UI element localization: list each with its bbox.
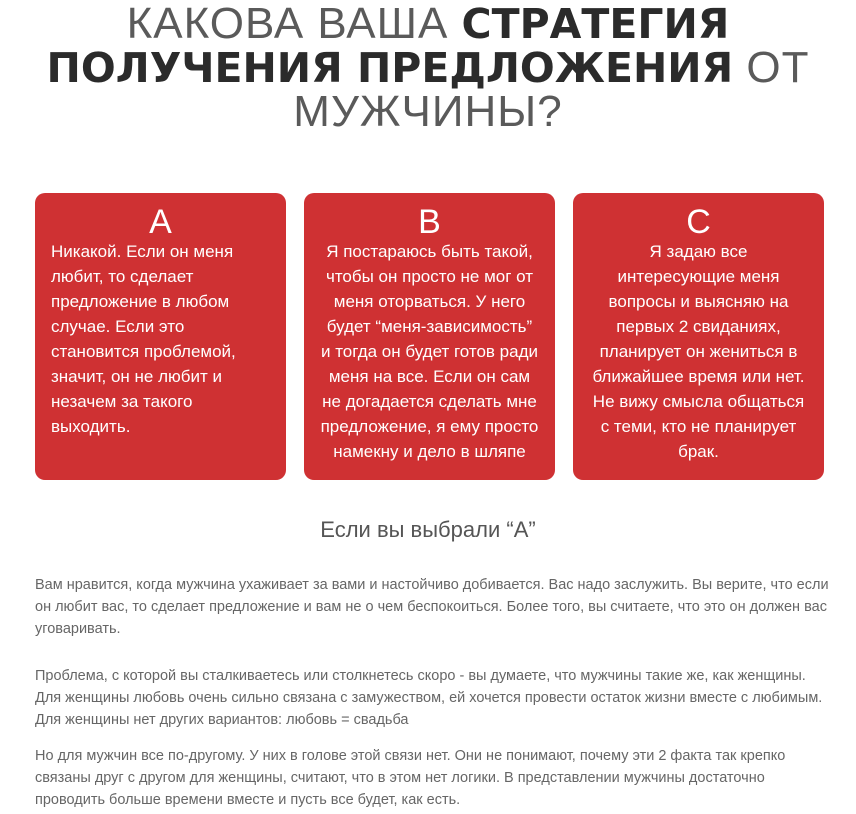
answer-text-c: Я задаю все интересующие меня вопросы и выясняю на первых 2 свиданиях, планирует он жениться в ближайшее время или нет. Не вижу смысла общаться с теми, кто не планирует брак.: [592, 242, 805, 461]
section-subheading: Если вы выбрали “A”: [320, 517, 536, 542]
answer-letter-b: B: [418, 203, 441, 241]
answer-letter-a: A: [149, 203, 172, 241]
headline-part-4: ОТ: [733, 43, 810, 92]
body-paragraph: Проблема, с которой вы сталкиваетесь или столкнетесь скоро - вы думаете, что мужчины такие же, как женщины. Для женщины любовь очень сильно связана с замужеством, ей хочется провести остаток жизни вместе с любимым. Для женщины нет других вариантов: любовь = свадьба: [35, 668, 823, 728]
answer-card-c[interactable]: [573, 193, 824, 480]
answer-letter-c: C: [686, 203, 711, 241]
body-paragraph: Но для мужчин все по-другому. У них в голове этой связи нет. Они не понимают, почему эти 2 факта так крепко связаны друг с другом для женщины, считают, что в этом нет логики. В представлении мужчины достаточно проводить больше времени вместе и пусть все будет, как есть.: [35, 748, 786, 808]
body-paragraph: Вам нравится, когда мужчина ухаживает за вами и настойчиво добивается. Вас надо заслужить. Вы верите, что если он любит вас, то сделает предложение и вам не о чем беспокоиться. Более того, вы считаете, что это он должен вас уговаривать.: [35, 577, 829, 637]
page-headline: [0, 2, 856, 134]
headline-part-1: КАКОВА ВАША: [126, 0, 462, 48]
headline-part-3: ПОЛУЧЕНИЯ ПРЕДЛОЖЕНИЯ: [46, 44, 734, 92]
headline-part-5: МУЖЧИНЫ?: [293, 87, 563, 136]
headline-part-2: СТРАТЕГИЯ: [461, 0, 730, 48]
answer-text-a: Никакой. Если он меня любит, то сделает предложение в любом случае. Если это становится проблемой, значит, он не любит и незачем за такого выходить.: [51, 242, 236, 436]
answer-cards: [35, 193, 825, 480]
answer-card-a[interactable]: [35, 193, 286, 480]
answer-card-b[interactable]: [304, 193, 555, 480]
answer-text-b: Я постараюсь быть такой, чтобы он просто не мог от меня оторваться. У него будет “меня-зависимость” и тогда он будет готов ради меня на все. Если он сам не догадается сделать мне предложение, я ему просто намекну и дело в шляпе: [320, 242, 539, 461]
